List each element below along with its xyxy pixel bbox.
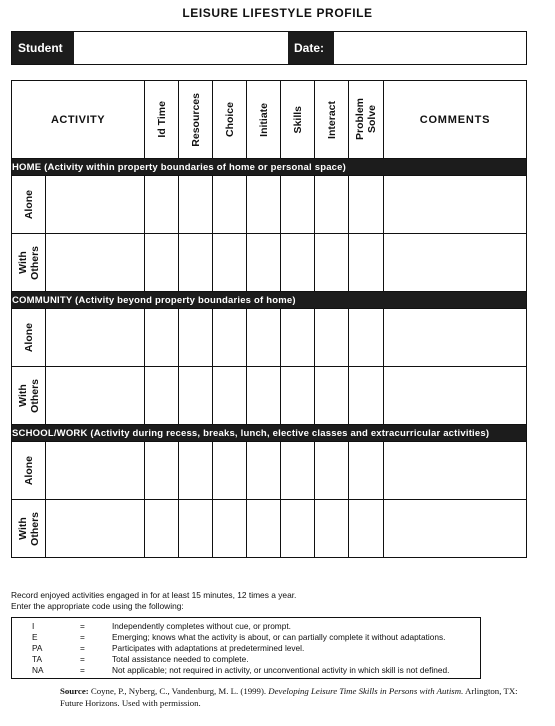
- code-row: [12, 654, 480, 665]
- cell-comments[interactable]: [384, 500, 527, 558]
- codes-legend: [11, 617, 481, 679]
- cell[interactable]: [213, 500, 247, 558]
- cell[interactable]: [281, 309, 315, 367]
- cell[interactable]: [349, 500, 384, 558]
- cell[interactable]: [315, 442, 349, 500]
- code-desc: Total assistance needed to complete.: [112, 654, 249, 664]
- cell[interactable]: [145, 500, 179, 558]
- col-initiate: Initiate: [257, 102, 270, 137]
- row-label-line2: Others: [28, 378, 41, 413]
- cell[interactable]: [349, 176, 384, 234]
- cell[interactable]: [179, 234, 213, 292]
- row-label-line2: Others: [28, 245, 41, 280]
- code-eq: =: [80, 643, 85, 653]
- cell[interactable]: [145, 176, 179, 234]
- col-problem-solve-line2: Solve: [366, 105, 378, 134]
- cell-activity[interactable]: [46, 500, 145, 558]
- instruction-line-1: Record enjoyed activities engaged in for at least 15 minutes, 12 times a year.: [11, 590, 297, 600]
- section-community-heading: COMMUNITY (Activity beyond property boundaries of home): [12, 292, 527, 309]
- row-label-home-alone: Alone: [22, 189, 35, 220]
- cell-activity[interactable]: [46, 367, 145, 425]
- code-eq: =: [80, 665, 85, 675]
- cell[interactable]: [247, 442, 281, 500]
- source-citation: [60, 685, 540, 709]
- student-label: Student: [12, 32, 74, 64]
- cell[interactable]: [213, 309, 247, 367]
- cell[interactable]: [281, 367, 315, 425]
- section-school-work-heading: SCHOOL/WORK (Activity during recess, breaks, lunch, elective classes and extracurricular activities): [12, 425, 527, 442]
- cell-activity[interactable]: [46, 442, 145, 500]
- code-desc: Not applicable; not required in activity, or unconventional activity in which skill is not defined.: [112, 665, 450, 675]
- row-label-line1: With: [16, 517, 29, 540]
- date-field[interactable]: [334, 32, 526, 64]
- cell-activity[interactable]: [46, 309, 145, 367]
- cell-activity[interactable]: [46, 234, 145, 292]
- row-label-home-with-others: [17, 246, 41, 280]
- cell-comments[interactable]: [384, 442, 527, 500]
- source-label: Source:: [60, 686, 89, 696]
- code-desc: Independently completes without cue, or prompt.: [112, 621, 291, 631]
- code-desc: Participates with adaptations at predetermined level.: [112, 643, 305, 653]
- cell[interactable]: [281, 500, 315, 558]
- section-home-heading: HOME (Activity within property boundaries of home or personal space): [12, 159, 527, 176]
- cell[interactable]: [213, 367, 247, 425]
- row-label-line1: With: [16, 384, 29, 407]
- code: E: [32, 632, 38, 642]
- code-row: [12, 643, 480, 654]
- col-problem-solve: [354, 98, 378, 140]
- col-interact: Interact: [325, 100, 338, 139]
- code: TA: [32, 654, 42, 664]
- cell[interactable]: [145, 367, 179, 425]
- instruction-line-2: Enter the appropriate code using the following:: [11, 601, 184, 611]
- cell[interactable]: [349, 367, 384, 425]
- cell[interactable]: [145, 309, 179, 367]
- cell[interactable]: [179, 309, 213, 367]
- cell-comments[interactable]: [384, 309, 527, 367]
- comments-header: COMMENTS: [384, 81, 527, 159]
- cell[interactable]: [213, 176, 247, 234]
- cell-comments[interactable]: [384, 234, 527, 292]
- col-choice: Choice: [223, 101, 236, 137]
- cell-comments[interactable]: [384, 176, 527, 234]
- code: NA: [32, 665, 44, 675]
- cell[interactable]: [179, 500, 213, 558]
- cell[interactable]: [281, 176, 315, 234]
- cell[interactable]: [179, 176, 213, 234]
- cell[interactable]: [315, 176, 349, 234]
- cell[interactable]: [349, 234, 384, 292]
- cell[interactable]: [213, 442, 247, 500]
- col-problem-solve-line1: Problem: [354, 98, 366, 141]
- source-book: Developing Leisure Time Skills in Persons with Autism.: [268, 686, 464, 696]
- cell[interactable]: [247, 309, 281, 367]
- cell[interactable]: [349, 309, 384, 367]
- code: I: [32, 621, 35, 631]
- cell[interactable]: [247, 500, 281, 558]
- date-label: Date:: [288, 32, 334, 64]
- cell[interactable]: [247, 176, 281, 234]
- row-label-school-with-others: [17, 512, 41, 546]
- header-box: [11, 31, 527, 65]
- row-label-line1: With: [16, 251, 29, 274]
- row-label-community-with-others: [17, 379, 41, 413]
- col-skills: Skills: [291, 105, 304, 134]
- cell[interactable]: [145, 442, 179, 500]
- cell[interactable]: [145, 234, 179, 292]
- page-title: LEISURE LIFESTYLE PROFILE: [182, 6, 373, 20]
- col-resources: Resources: [189, 92, 202, 147]
- code-desc: Emerging; knows what the activity is about, or can partially complete it without adaptations.: [112, 632, 446, 642]
- cell-activity[interactable]: [46, 176, 145, 234]
- cell[interactable]: [315, 234, 349, 292]
- code-row: [12, 621, 480, 632]
- row-label-line2: Others: [28, 511, 41, 546]
- cell[interactable]: [281, 234, 315, 292]
- row-label-community-alone: Alone: [22, 322, 35, 353]
- code-eq: =: [80, 654, 85, 664]
- cell[interactable]: [315, 309, 349, 367]
- code: PA: [32, 643, 43, 653]
- code-row: [12, 632, 480, 643]
- cell[interactable]: [315, 500, 349, 558]
- cell[interactable]: [247, 234, 281, 292]
- cell[interactable]: [179, 442, 213, 500]
- source-publisher: Arlington, TX: Future Horizons. Used with permission.: [60, 686, 518, 708]
- code-eq: =: [80, 632, 85, 642]
- profile-table: [11, 80, 527, 558]
- source-authors: Coyne, P., Nyberg, C., Vandenburg, M. L. (1999).: [90, 686, 267, 696]
- cell-comments[interactable]: [384, 367, 527, 425]
- activity-header: ACTIVITY: [12, 81, 145, 159]
- cell[interactable]: [179, 367, 213, 425]
- cell[interactable]: [281, 442, 315, 500]
- code-row: [12, 665, 480, 676]
- student-field[interactable]: [74, 32, 288, 64]
- cell[interactable]: [213, 234, 247, 292]
- code-eq: =: [80, 621, 85, 631]
- cell[interactable]: [247, 367, 281, 425]
- row-label-school-alone: Alone: [22, 455, 35, 486]
- cell[interactable]: [349, 442, 384, 500]
- cell[interactable]: [315, 367, 349, 425]
- col-id-time: Id Time: [155, 101, 168, 138]
